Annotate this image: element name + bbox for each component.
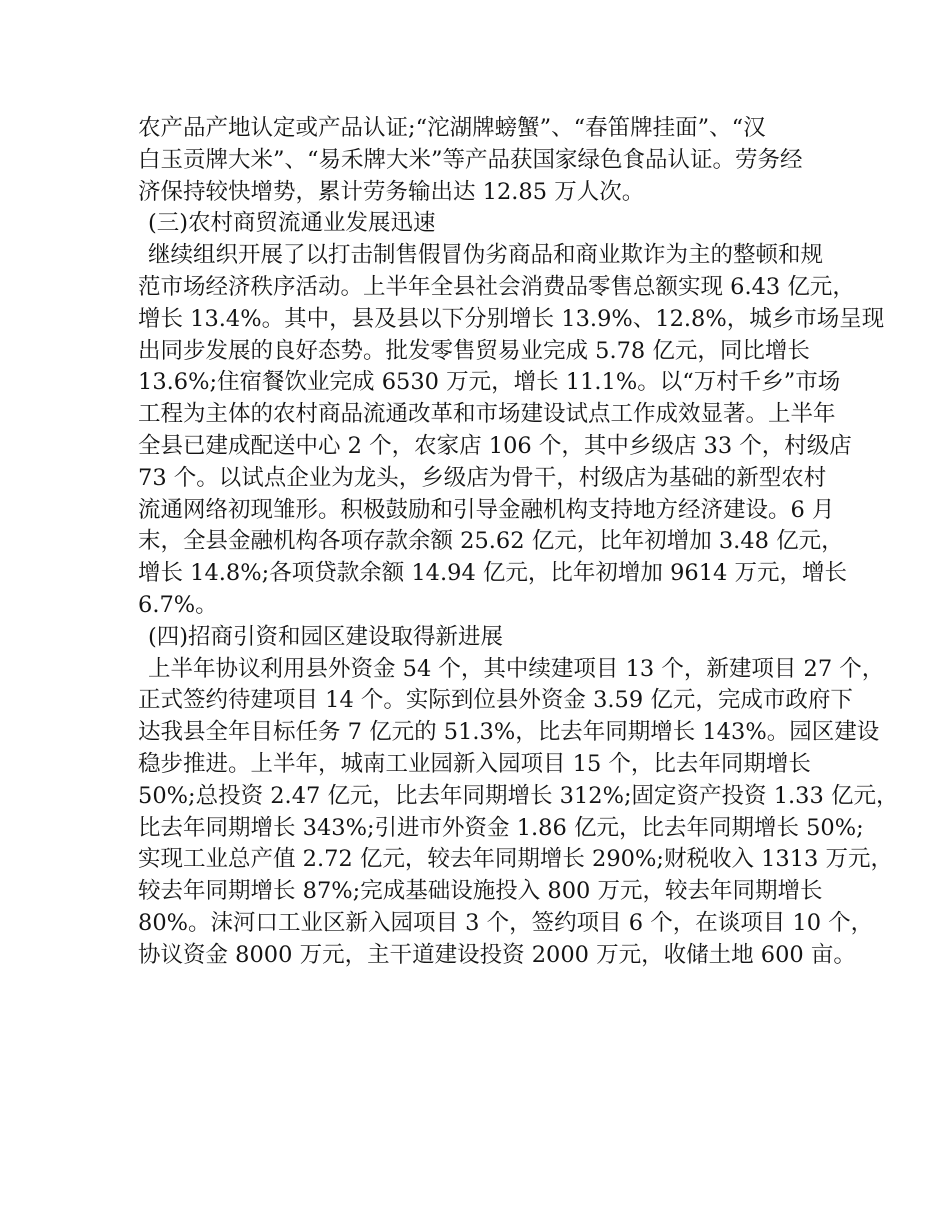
text-line: 出同步发展的良好态势。批发零售贸易业完成 5.78 亿元，同比增长	[138, 337, 810, 364]
text-line: 13.6%;住宿餐饮业完成 6530 万元，增长 11.1%。以“万村千乡”市场	[138, 369, 841, 396]
text-line: 上半年协议利用县外资金 54 个，其中续建项目 13 个，新建项目 27 个，	[148, 655, 885, 682]
text-line: 增长 14.8%;各项贷款余额 14.94 亿元，比年初增加 9614 万元，增长	[138, 560, 847, 587]
text-line: 稳步推进。上半年，城南工业园新入园项目 15 个，比去年同期增长	[138, 750, 811, 777]
text-line: 继续组织开展了以打击制售假冒伪劣商品和商业欺诈为主的整顿和规	[148, 242, 824, 269]
text-line: 济保持较快增势，累计劳务输出达 12.85 万人次。	[138, 178, 645, 205]
text-line: 50%;总投资 2.47 亿元，比去年同期增长 312%;固定资产投资 1.33 亿元，	[138, 782, 899, 809]
text-line: 流通网络初现雏形。积极鼓励和引导金融机构支持地方经济建设。6 月	[138, 496, 835, 523]
text-line: 6.7%。	[138, 591, 218, 618]
paragraph-continuation	[138, 113, 838, 208]
document-body	[138, 113, 899, 972]
text-line: 范市场经济秩序活动。上半年全县社会消费品零售总额实现 6.43 亿元，	[138, 273, 855, 300]
text-line: 工程为主体的农村商品流通改革和市场建设试点工作成效显著。上半年	[138, 401, 836, 428]
text-line: 正式签约待建项目 14 个。实际到位县外资金 3.59 亿元，完成市政府下	[138, 687, 853, 714]
text-line: 实现工业总产值 2.72 亿元，较去年同期增长 290%;财税收入 1313 万元，	[138, 846, 894, 873]
text-line: 全县已建成配送中心 2 个，农家店 106 个，其中乡级店 33 个，村级店	[138, 432, 852, 459]
paragraph-investment	[138, 654, 899, 972]
text-line: 末，全县金融机构各项存款余额 25.62 亿元，比年初增加 3.48 亿元，	[138, 528, 844, 555]
text-line: 协议资金 8000 万元，主干道建设投资 2000 万元，收储土地 600 亩。	[138, 941, 856, 968]
text-line: 80%。沫河口工业区新入园项目 3 个，签约项目 6 个，在谈项目 10 个，	[138, 909, 874, 936]
text-line: 农产品产地认定或产品认证;“沱湖牌螃蟹”、“春笛牌挂面”、“汉	[138, 115, 766, 141]
text-line: 达我县全年目标任务 7 亿元的 51.3%，比去年同期增长 143%。园区建设	[138, 719, 880, 746]
text-line: 白玉贡牌大米”、“易禾牌大米”等产品获国家绿色食品认证。劳务经	[138, 146, 803, 173]
paragraph-commerce	[138, 240, 885, 622]
text-line: 73 个。以试点企业为龙头，乡级店为骨干，村级店为基础的新型农村	[138, 464, 827, 491]
text-line: 增长 13.4%。其中，县及县以下分别增长 13.9%、12.8%，城乡市场呈现	[138, 305, 885, 332]
section-heading: (三)农村商贸流通业发展迅速	[148, 210, 436, 237]
text-line: 较去年同期增长 87%;完成基础设施投入 800 万元，较去年同期增长	[138, 878, 823, 905]
text-line: 比去年同期增长 343%;引进市外资金 1.86 亿元，比去年同期增长 50%;	[138, 814, 864, 841]
section-heading: (四)招商引资和园区建设取得新进展	[148, 623, 504, 650]
